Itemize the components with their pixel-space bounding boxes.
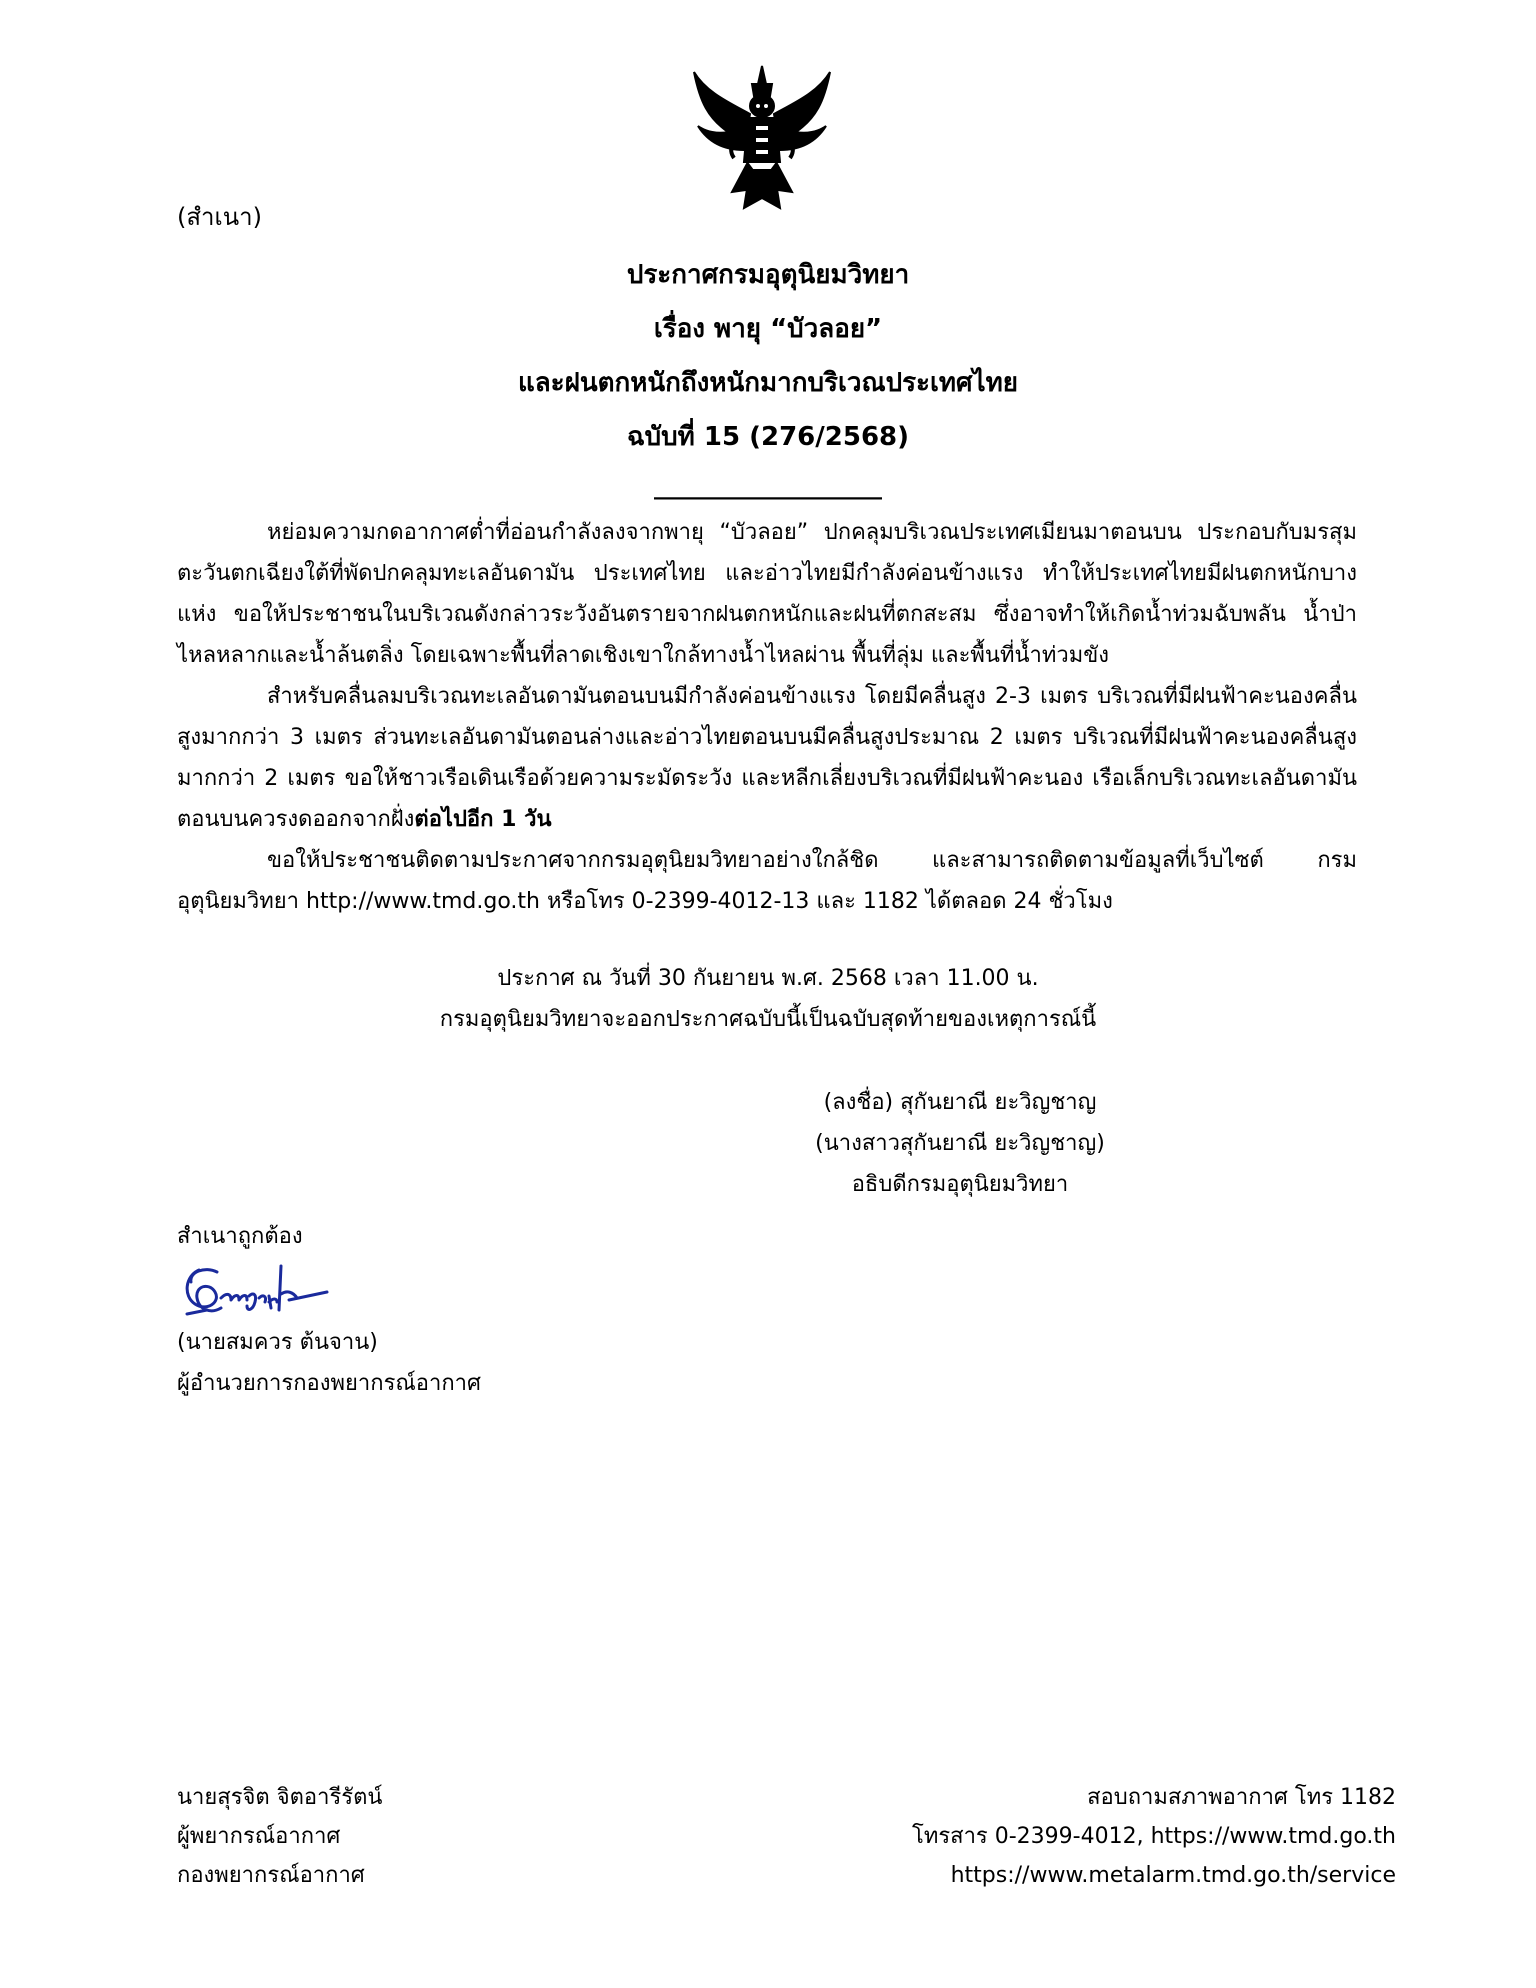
body-paragraph-2-emphasis: ต่อไปอีก 1 วัน [414, 807, 552, 832]
contact-phone: สอบถามสภาพอากาศ โทร 1182 [1087, 1785, 1396, 1810]
body-paragraph-3: ขอให้ประชาชนติดตามประกาศจากกรมอุตุนิยมวิทยาอย่างใกล้ชิด และสามารถติดตามข้อมูลที่เว็บไซต์ กรมอุตุนิยมวิทยา http://www.tmd.go.th หรือโทร 0-2399-4012-13 และ 1182 ได้ตลอด 24 ชั่วโมง [177, 848, 1357, 914]
announcement-date: ประกาศ ณ วันที่ 30 กันยายน พ.ศ. 2568 เวลา 11.00 น. [497, 966, 1039, 991]
document-subject: เรื่อง พายุ “บัวลอย” [653, 314, 883, 344]
forecaster-division: กองพยากรณ์อากาศ [177, 1863, 365, 1888]
forecaster-name: นายสุรจิต จิตอารีรัตน์ [177, 1785, 383, 1810]
signatory-position: อธิบดีกรมอุตุนิยมวิทยา [851, 1172, 1069, 1197]
contact-info [912, 1778, 1396, 1895]
announcement-date-block [0, 958, 1536, 1040]
garuda-emblem [688, 62, 836, 214]
document-title: ประกาศกรมอุตุนิยมวิทยา [626, 260, 910, 290]
contact-fax: โทรสาร 0-2399-4012, https://www.tmd.go.th [912, 1824, 1396, 1849]
body-paragraph-2 [177, 676, 1357, 840]
forecaster-role: ผู้พยากรณ์อากาศ [177, 1824, 341, 1849]
certifier-position: ผู้อำนวยการกองพยากรณ์อากาศ [177, 1371, 482, 1396]
copy-mark: (สำเนา) [177, 203, 262, 231]
final-issue-note: กรมอุตุนิยมวิทยาจะออกประกาศฉบับนี้เป็นฉบับสุดท้ายของเหตุการณ์นี้ [439, 1007, 1097, 1032]
signatory-block [620, 1082, 1300, 1205]
signatory-signed: (ลงชื่อ) สุกันยาณี ยะวิญชาญ [823, 1090, 1097, 1115]
title-block [0, 248, 1536, 508]
forecaster-info [177, 1778, 382, 1895]
certifier-block [177, 1322, 481, 1404]
issue-number: ฉบับที่ 15 (276/2568) [626, 422, 910, 452]
certified-copy-label: สำเนาถูกต้อง [177, 1224, 303, 1249]
contact-service-url: https://www.metalarm.tmd.go.th/service [950, 1863, 1396, 1888]
certifier-name: (นายสมควร ต้นจาน) [177, 1330, 378, 1355]
announcement-body [177, 512, 1357, 922]
title-rule: ___________________ [654, 472, 882, 500]
document-subject-cont: และฝนตกหนักถึงหนักมากบริเวณประเทศไทย [517, 368, 1018, 398]
signatory-name: (นางสาวสุกันยาณี ยะวิญชาญ) [815, 1131, 1105, 1156]
handwritten-signature [177, 1252, 337, 1322]
body-paragraph-2-text: สำหรับคลื่นลมบริเวณทะเลอันดามันตอนบนมีกำลังค่อนข้างแรง โดยมีคลื่นสูง 2-3 เมตร บริเวณที่มีฝนฟ้าคะนองคลื่นสูงมากกว่า 3 เมตร ส่วนทะเลอันดามันตอนล่างและอ่าวไทยตอนบนมีคลื่นสูงประมาณ 2 เมตร บริเวณที่มีฝนฟ้าคะนองคลื่นสูงมากกว่า 2 เมตร ขอให้ชาวเรือเดินเรือด้วยความระมัดระวัง และหลีกเลี่ยงบริเวณที่มีฝนฟ้าคะนอง เรือเล็กบริเวณทะเลอันดามันตอนบนควรงดออกจากฝั่ง [177, 684, 1357, 832]
body-paragraph-1: หย่อมความกดอากาศต่ำที่อ่อนกำลังลงจากพายุ “บัวลอย” ปกคลุมบริเวณประเทศเมียนมาตอนบน ประกอบกับมรสุมตะวันตกเฉียงใต้ที่พัดปกคลุมทะเลอันดามัน ประเทศไทย และอ่าวไทยมีกำลังค่อนข้างแรง ทำให้ประเทศไทยมีฝนตกหนักบางแห่ง ขอให้ประชาชนในบริเวณดังกล่าวระวังอันตรายจากฝนตกหนักและฝนที่ตกสะสม ซึ่งอาจทำให้เกิดน้ำท่วมฉับพลัน น้ำป่าไหลหลากและน้ำล้นตลิ่ง โดยเฉพาะพื้นที่ลาดเชิงเขาใกล้ทางน้ำไหลผ่าน พื้นที่ลุ่ม และพื้นที่น้ำท่วมขัง [177, 520, 1357, 668]
